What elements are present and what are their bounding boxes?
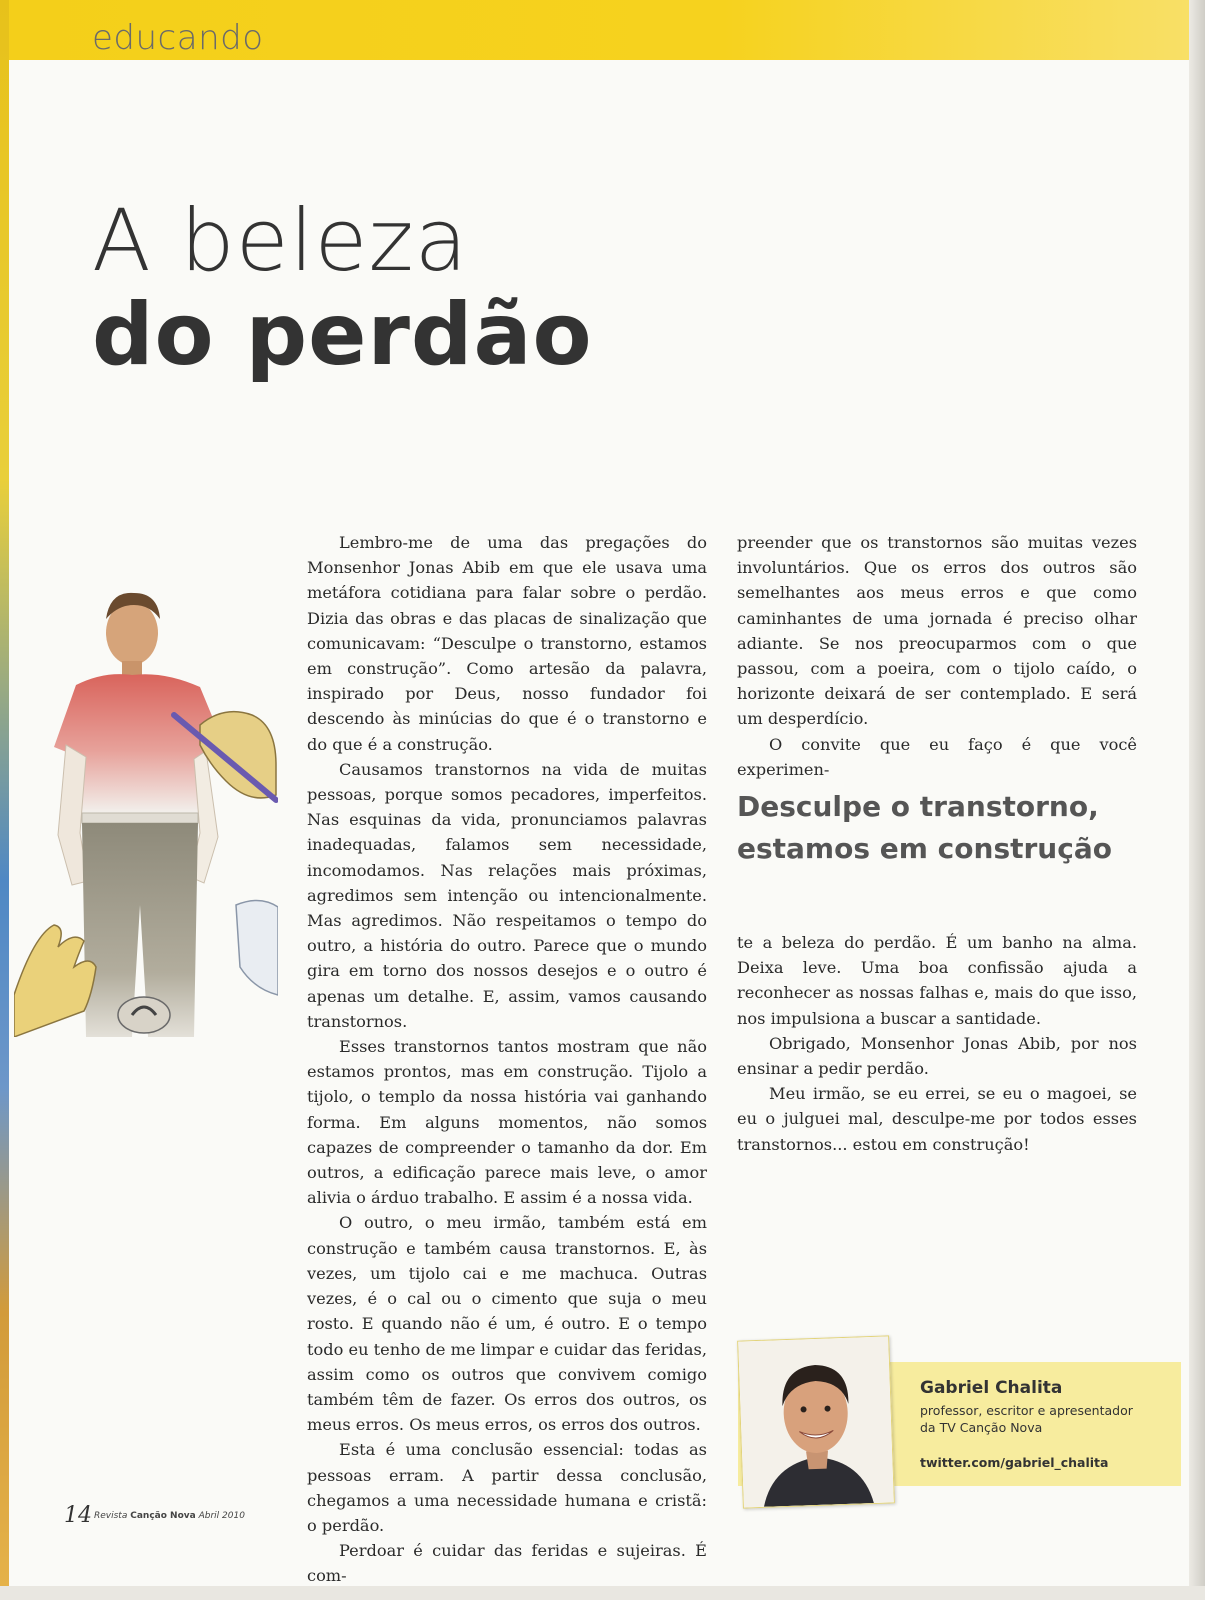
pull-quote-line1: Desculpe o transtorno, — [737, 790, 1099, 823]
author-role: professor, escritor e apresentador da TV Canção Nova — [920, 1403, 1133, 1435]
paragraph: Lembro-me de uma das pregações do Monsenhor Jonas Abib em que ele usava uma metáfora cotidiana para falar sobre o perdão. Dizia das obras e das placas de sinalização que comunicavam: “Desculpe o transtorno, estamos em construção”. Como artesão da palavra, inspirado por Deus, nosso fundador foi descendo às minúcias do que é o transtorno e do que é a construção. — [307, 533, 707, 754]
left-page-edge — [0, 0, 9, 1600]
article-column-2-top — [737, 530, 1137, 782]
paragraph: O outro, o meu irmão, também está em construção e também causa transtornos. E, às vezes, um tijolo cai e me machuca. Outras vezes, é o cal ou o cimento que suja o meu rosto. E quando não é um, é outro. E o tempo todo eu tenho de me limpar e cuidar das feridas, assim como os outros que convivem comigo também têm de fazer. Os erros dos outros, os meus erros. Os meus erros, os erros dos outros. — [307, 1213, 707, 1435]
footer-prefix: Revista — [94, 1511, 128, 1521]
bottom-page-edge — [0, 1586, 1205, 1600]
paragraph: Obrigado, Monsenhor Jonas Abib, por nos ensinar a pedir perdão. — [737, 1033, 1137, 1079]
footer-magazine-credit — [94, 1511, 245, 1521]
footer-issue: Abril 2010 — [198, 1511, 245, 1521]
author-twitter-link[interactable]: twitter.com/gabriel_chalita — [920, 1455, 1109, 1470]
article-title-line1: A beleza — [92, 191, 469, 291]
article-title-line2: do perdão — [92, 285, 593, 385]
author-photo — [737, 1335, 895, 1508]
author-name: Gabriel Chalita — [920, 1378, 1063, 1398]
pull-quote — [737, 786, 1157, 870]
article-column-2-bottom — [737, 930, 1137, 1157]
paragraph: preender que os transtornos são muitas vezes involuntários. Que os erros dos outros são semelhantes aos meus erros e que como caminhantes de uma jornada é preciso olhar adiante. Se nos preocuparmos com o que passou, com a poeira, com o tijolo caído, o horizonte deixará de ser contemplado. E será um desperdício. — [737, 533, 1137, 729]
section-label: educando — [92, 18, 264, 58]
right-page-edge — [1189, 0, 1205, 1600]
paragraph: Esses transtornos tantos mostram que não estamos prontos, mas em construção. Tijolo a tijolo, o templo da nossa história vai ganhando forma. Em alguns momentos, não somos capazes de compreender o tamanho da dor. Em outros, a edificação parece mais leve, o amor alivia o árduo trabalho. E assim é a nossa vida. — [307, 1037, 707, 1208]
paragraph: Meu irmão, se eu errei, se eu o magoei, se eu o julguei mal, desculpe-me por todos esses transtornos... estou em construção! — [737, 1084, 1137, 1154]
paragraph: O convite que eu faço é que você experimen- — [737, 734, 1137, 779]
paragraph: Esta é uma conclusão essencial: todas as pessoas erram. A partir dessa conclusão, chegamos a uma necessidade humana e cristã: o perdão. — [307, 1440, 707, 1535]
illustration-drawn-man — [14, 575, 278, 1037]
paragraph: Causamos transtornos na vida de muitas pessoas, porque somos pecadores, imperfeitos. Nas esquinas da vida, pronunciamos palavras inadequadas, falamos sem necessidade, incomodamos. Nas relações mais próximas, agredimos sem intenção ou intencionalmente. Mas agredimos. Não respeitamos o tempo do outro, a história do outro. Parece que o mundo gira em torno dos nossos desejos e o outro é apenas um detalhe. E, assim, vamos causando transtornos. — [307, 759, 707, 1031]
footer-magazine-name: Canção Nova — [130, 1511, 196, 1521]
paragraph: te a beleza do perdão. É um banho na alma. Deixa leve. Uma boa confissão ajuda a reconhecer as nossas falhas e, mais do que isso, nos impulsiona a buscar a santidade. — [737, 933, 1137, 1028]
page-number: 14 — [64, 1503, 92, 1528]
pull-quote-line2: estamos em construção — [737, 832, 1112, 865]
paragraph: Perdoar é cuidar das feridas e sujeiras. É com- — [307, 1541, 707, 1586]
article-column-1 — [307, 530, 707, 1589]
